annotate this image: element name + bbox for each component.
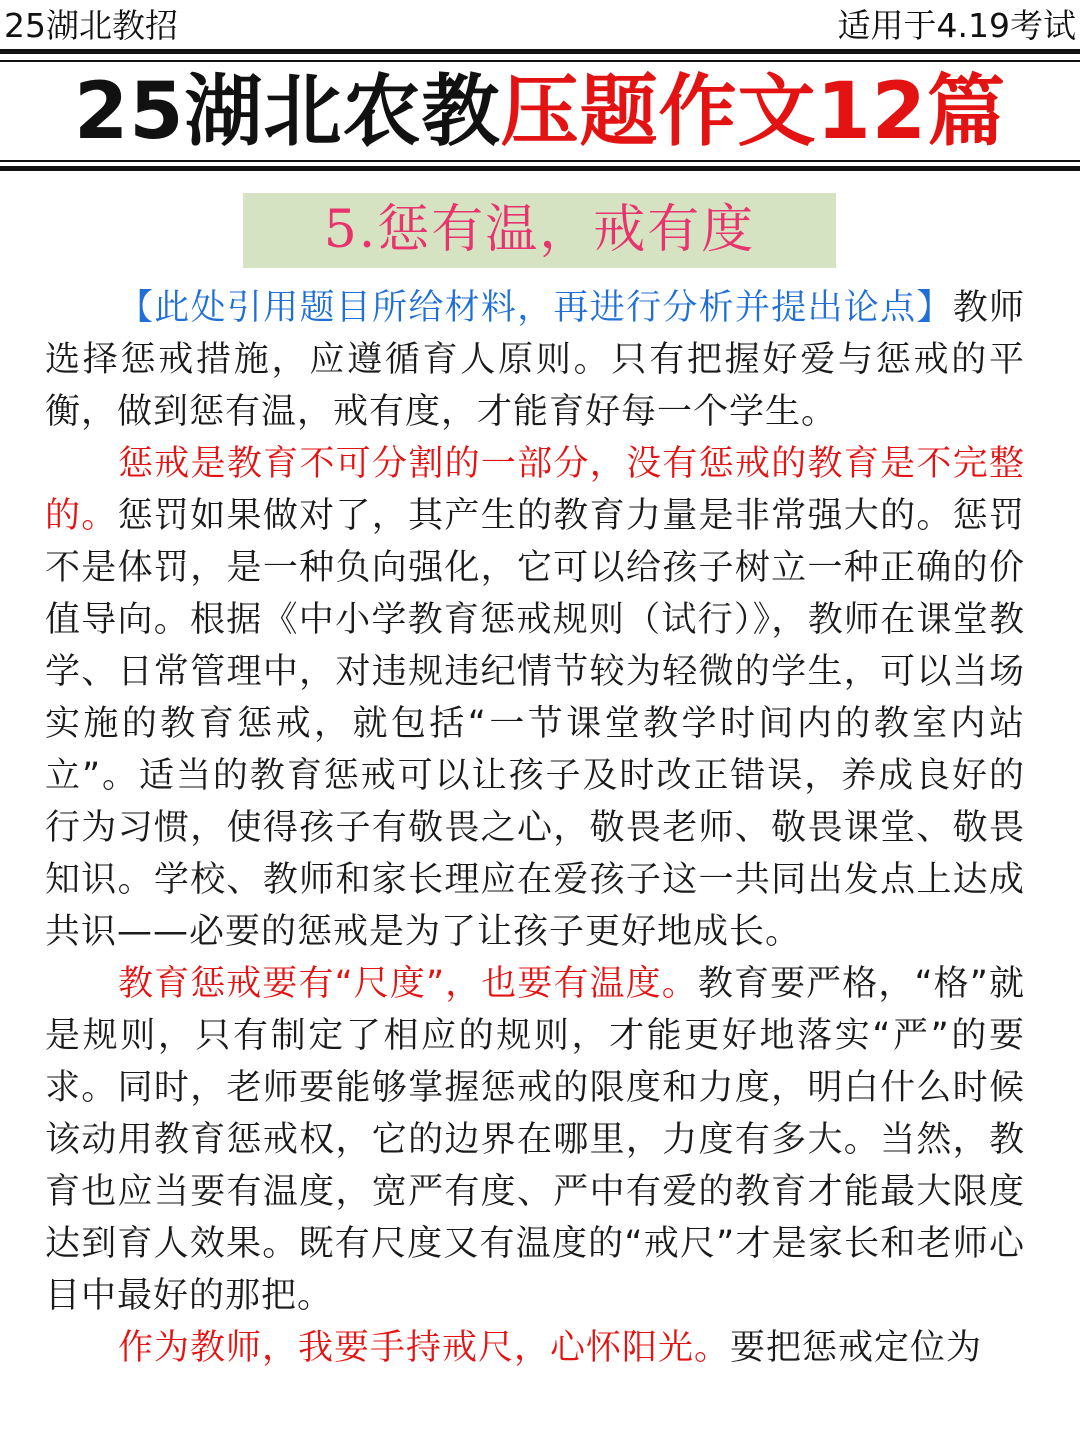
paragraph-argument-1 (45, 438, 1025, 958)
divider-bottom-thin (0, 160, 1080, 162)
argument-sentence: 作为教师，我要手持戒尺，心怀阳光。 (118, 1328, 731, 1368)
paragraph-intro (45, 282, 1025, 438)
paragraph-text: 教师选择惩戒措施，应遵循育人原则。只有把握好爱与惩戒的平衡，做到惩有温，戒有度，才能育好每一个学生。 (45, 288, 1025, 432)
header-bar (0, 0, 1080, 50)
paragraph-argument-2 (45, 958, 1025, 1322)
header-left-label: 25湖北教招 (4, 6, 178, 45)
essay-subtitle: 5.惩有温，戒有度 (243, 193, 836, 268)
page-title-red: 压题作文12篇 (500, 67, 1007, 157)
page-title (0, 66, 1080, 158)
paragraph-text: 惩罚如果做对了，其产生的教育力量是非常强大的。惩罚不是体罚，是一种负向强化，它可以给孩子树立一种正确的价值导向。根据《中小学教育惩戒规则（试行）》，教师在课堂教学、日常管理中，对违规违纪情节较为轻微的学生，可以当场实施的教育惩戒，就包括“一节课堂教学时间内的教室内站立”。适当的教育惩戒可以让孩子及时改正错误，养成良好的行为习惯，使得孩子有敬畏之心，敬畏老师、敬畏课堂、敬畏知识。学校、教师和家长理应在爱孩子这一共同出发点上达成共识——必要的惩戒是为了让孩子更好地成长。 (45, 496, 1025, 952)
paragraph-text: 教育要严格，“格”就是规则，只有制定了相应的规则，才能更好地落实“严”的要求。同时，老师要能够掌握惩戒的限度和力度，明白什么时候该动用教育惩戒权，它的边界在哪里，力度有多大。当然，教育也应当要有温度，宽严有度、严中有爱的教育才能最大限度达到育人效果。既有尺度又有温度的“戒尺”才是家长和老师心目中最好的那把。 (45, 964, 1025, 1316)
divider-bottom-thick (0, 166, 1080, 171)
argument-sentence: 惩戒是教育不可分割的一部分，没有惩戒的教育是不完整的。 (45, 444, 1025, 536)
paragraph-argument-3 (45, 1322, 1025, 1374)
material-note: 【此处引用题目所给材料，再进行分析并提出论点】 (118, 288, 953, 328)
paragraph-text: 要把惩戒定位为 (730, 1328, 983, 1368)
divider-top-thin (0, 60, 1080, 62)
essay-body (45, 282, 1025, 1374)
divider-top-thick (0, 49, 1080, 54)
argument-sentence: 教育惩戒要有“尺度”，也要有温度。 (118, 964, 698, 1004)
page-title-black: 25湖北农教 (73, 67, 501, 157)
header-right-label: 适用于4.19考试 (837, 6, 1076, 45)
